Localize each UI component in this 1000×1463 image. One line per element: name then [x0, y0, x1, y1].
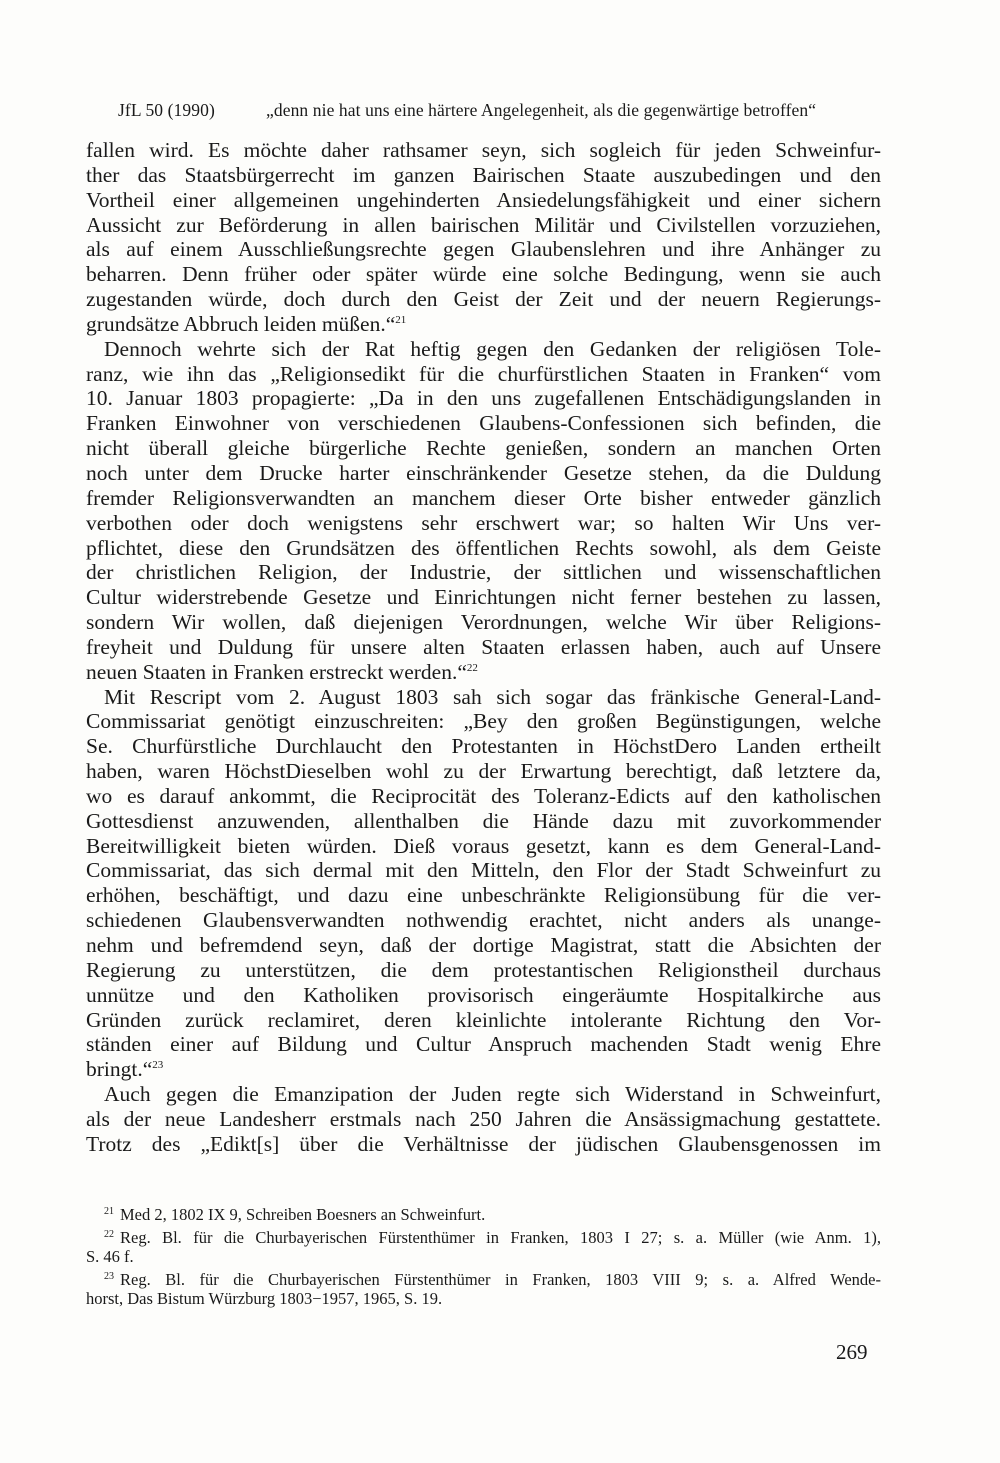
text-line: [86, 188, 881, 213]
footnote-text: horst, Das Bistum Würzburg 1803−1957, 1965, S. 19.: [86, 1289, 443, 1308]
text-line: [86, 461, 881, 486]
footnote-reference[interactable]: 23: [152, 1059, 164, 1072]
text-line-content: Bereitwilligkeit bieten würden. Dieß voraus gesetzt, kann es dem General-Land-: [86, 833, 881, 858]
text-line: [86, 262, 881, 287]
text-line-content: Se. Churfürstliche Durchlaucht den Protestanten in HöchstDero Landen ertheilt: [86, 734, 881, 759]
text-line-content: fremder Religionsverwandten an manchem dieser Orte bisher entweder gänzlich: [86, 485, 881, 510]
text-line-content: Aussicht zur Beförderung in allen bairischen Militär und Civilstellen vorzuziehen,: [86, 212, 881, 237]
text-line-content: neuen Staaten in Franken erstreckt werden.“: [86, 659, 467, 684]
text-line: [86, 411, 881, 436]
text-line-content: fallen wird. Es möchte daher rathsamer seyn, sich sogleich für jeden Schweinfur-: [86, 138, 881, 162]
text-line-content: Gottesdienst anzuwenden, allenthalben die Hände dazu mit zuvorkommender: [86, 808, 881, 833]
journal-reference: JfL 50 (1990): [118, 100, 215, 120]
text-line: [86, 436, 881, 461]
footnote-line: [86, 1228, 881, 1248]
text-line-content: Trotz des „Edikt[s] über die Verhältnisse der jüdischen Glaubensgenossen im: [86, 1131, 881, 1156]
text-line: [86, 362, 881, 387]
footnote-number: 21: [104, 1206, 114, 1217]
text-line-content: erhöhen, beschäftigt, und dazu eine unbeschränkte Religionsübung für die ver-: [86, 883, 881, 908]
footnote-text: S. 46 f.: [86, 1247, 134, 1266]
text-line: [86, 834, 881, 859]
text-line-content: Commissariat, das sich dermal mit den Mitteln, den Flor der Stadt Schweinfurt zu: [86, 858, 881, 883]
text-line: [86, 287, 881, 312]
text-line-content: ständen einer auf Bildung und Cultur Anspruch machenden Stadt wenig Ehre: [86, 1032, 881, 1057]
text-line: [86, 511, 881, 536]
text-line: [86, 213, 881, 238]
text-line-content: nehm und befremdend seyn, daß der dortige Magistrat, statt die Absichten der: [86, 933, 881, 957]
text-line: [86, 883, 881, 908]
text-line: [86, 386, 881, 411]
text-line-content: Regierung zu unterstützen, die dem protestantischen Religionstheil durchaus: [86, 957, 881, 982]
text-line: [86, 1008, 881, 1033]
text-line: [86, 1107, 881, 1132]
text-line-content: bringt.“: [86, 1057, 153, 1082]
footnote-line: [86, 1270, 881, 1290]
text-line-content: Franken Einwohner von verschiedenen Glaubens-Confessionen sich befinden, die: [86, 411, 881, 436]
running-header: [118, 100, 878, 121]
text-line: [86, 1132, 881, 1157]
text-line-content: sondern Wir wollen, daß diejenigen Verordnungen, welche Wir über Religions-: [86, 610, 881, 635]
text-line: [86, 610, 881, 635]
footnote-number: 23: [104, 1270, 114, 1282]
footnote-number: 22: [104, 1228, 114, 1240]
text-line-content: Auch gegen die Emanzipation der Juden regte sich Widerstand in Schweinfurt,: [104, 1082, 881, 1107]
text-line-content: Dennoch wehrte sich der Rat heftig gegen den Gedanken der religiösen Tole-: [104, 336, 881, 361]
body-text: [86, 138, 881, 1157]
footnote-reference[interactable]: 22: [466, 661, 478, 674]
text-line: [86, 337, 881, 362]
text-line-content: beharren. Denn früher oder später würde eine solche Bedingung, wenn sie auch: [86, 262, 881, 287]
footnote-line: [86, 1205, 881, 1225]
text-line: [86, 312, 881, 337]
text-line-content: wo es darauf ankommt, die Reciprocität des Toleranz-Edicts auf den katholischen: [86, 783, 881, 808]
footnote-text: Med 2, 1802 IX 9, Schreiben Boesners an Schweinfurt.: [120, 1205, 486, 1224]
footnote-line: [86, 1289, 881, 1309]
text-line: [86, 709, 881, 734]
footnote-text: Reg. Bl. für die Churbayerischen Fürstenthümer in Franken, 1803 VIII 9; s. a. Alfred Wende-: [120, 1269, 881, 1289]
text-line-content: Commissariat genötigt einzuschreiten: „Bey den großen Begünstigungen, welche: [86, 709, 881, 734]
text-line: [86, 237, 881, 262]
text-line: [86, 536, 881, 561]
text-line-content: pflichtet, diese den Grundsätzen des öffentlichen Rechts sowohl, als dem Geiste: [86, 535, 881, 560]
text-line-content: Gründen zurück reclamiret, deren kleinlichte intolerante Richtung den Vor-: [86, 1007, 881, 1032]
text-line-content: haben, waren HöchstDieselben wohl zu der Erwartung berechtigt, daß letztere da,: [86, 759, 881, 784]
text-line-content: Mit Rescript vom 2. August 1803 sah sich sogar das fränkische General-Land-: [104, 684, 881, 709]
text-line-content: als der neue Landesherr erstmals nach 250 Jahren die Ansässigmachung gestattete.: [86, 1106, 881, 1131]
text-line-content: schiedenen Glaubensverwandten nothwendig erachtet, nicht anders als unange-: [86, 908, 881, 933]
text-line-content: grundsätze Abbruch leiden müßen.“: [86, 311, 396, 336]
text-line: [86, 1032, 881, 1057]
text-line-content: ther das Staatsbürgerrecht im ganzen Bairischen Staate auszubedingen und den: [86, 162, 881, 187]
text-line: [86, 635, 881, 660]
footnote-reference[interactable]: 21: [395, 313, 407, 326]
text-line: [86, 486, 881, 511]
text-line-content: als auf einem Ausschließungsrechte gegen Glaubenslehren und ihre Anhänger zu: [86, 237, 881, 262]
text-line: [86, 163, 881, 188]
running-title: „denn nie hat uns eine härtere Angelegenheit, als die gegenwärtige betroffen“: [266, 100, 817, 120]
footnote-text: Reg. Bl. für die Churbayerischen Fürstenthümer in Franken, 1803 I 27; s. a. Müller (wie Anm. 1),: [120, 1227, 881, 1247]
text-line-content: 10. Januar 1803 propagierte: „Da in den uns zugefallenen Entschädigungslanden in: [86, 386, 881, 411]
text-line: [86, 933, 881, 958]
text-line: [86, 784, 881, 809]
text-line-content: Cultur widerstrebende Gesetze und Einrichtungen nicht ferner bestehen zu lassen,: [86, 585, 881, 610]
text-line: [86, 958, 881, 983]
text-line: [86, 585, 881, 610]
text-line: [86, 1082, 881, 1107]
text-line: [86, 138, 881, 163]
text-line: [86, 983, 881, 1008]
text-line-content: Vortheil einer allgemeinen ungehinderten Ansiedelungsfähigkeit und einer sichern: [86, 187, 881, 212]
page-number: 269: [836, 1340, 868, 1364]
text-line-content: noch unter dem Drucke harter einschränkender Gesetze stehen, da die Duldung: [86, 460, 881, 485]
text-line: [86, 1057, 881, 1082]
text-line: [86, 759, 881, 784]
text-line: [86, 734, 881, 759]
footnote-line: [86, 1247, 881, 1267]
text-line: [86, 560, 881, 585]
text-line: [86, 660, 881, 685]
footnotes: [86, 1205, 881, 1309]
text-line-content: verbothen oder doch wenigstens sehr erschwert war; so halten Wir Uns ver-: [86, 510, 881, 535]
text-line: [86, 858, 881, 883]
text-line-content: nicht überall gleiche bürgerliche Rechte genießen, sondern an manchen Orten: [86, 436, 881, 461]
text-line: [86, 685, 881, 710]
text-line: [86, 908, 881, 933]
text-line: [86, 809, 881, 834]
text-line-content: freyheit und Duldung für unsere alten Staaten erlassen haben, auch auf Unsere: [86, 634, 881, 659]
text-line-content: ranz, wie ihn das „Religionsedikt für die churfürstlichen Staaten in Franken“ vom: [86, 361, 881, 386]
text-line-content: zugestanden würde, doch durch den Geist der Zeit und der neuern Regierungs-: [86, 287, 881, 312]
text-line-content: unnütze und den Katholiken provisorisch eingeräumte Hospitalkirche aus: [86, 982, 881, 1007]
text-line-content: der christlichen Religion, der Industrie, der sittlichen und wissenschaftlichen: [86, 560, 881, 585]
